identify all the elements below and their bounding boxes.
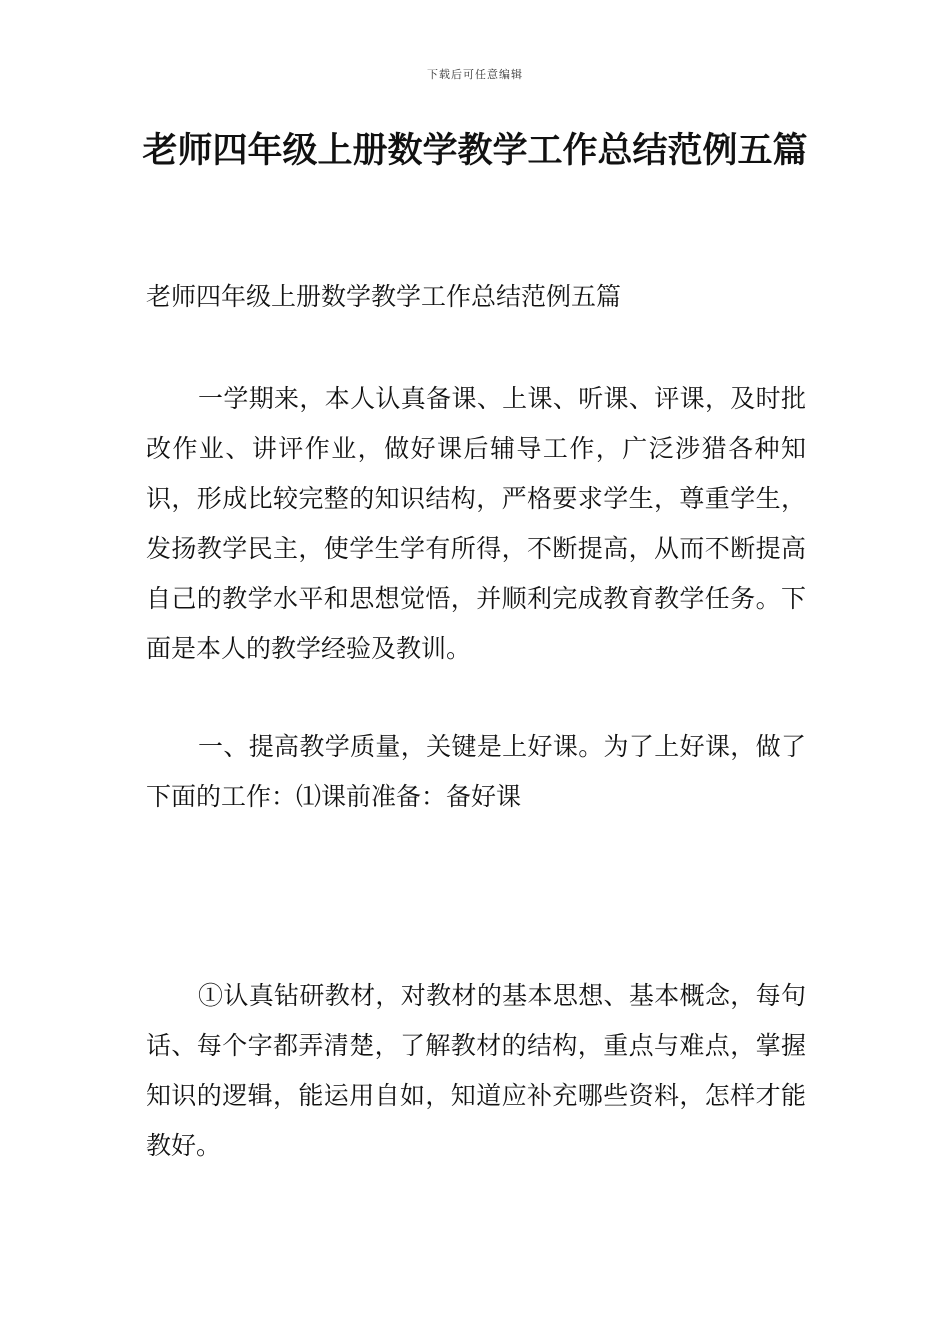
header-note: 下载后可任意编辑 bbox=[427, 68, 523, 81]
document-title: 老师四年级上册数学教学工作总结范例五篇 bbox=[142, 131, 808, 171]
paragraph-intro: 一学期来，本人认真备课、上课、听课、评课，及时批改作业、讲评作业，做好课后辅导工作，广泛涉猎各种知识，形成比较完整的知识结构，严格要求学生，尊重学生，发扬教学民主，使学生学有所得，不断提高，从而不断提高自己的教学水平和思想觉悟，并顺利完成教育教学任务。下面是本人的教学经验及教训。 bbox=[146, 384, 806, 663]
document-subtitle: 老师四年级上册数学教学工作总结范例五篇 bbox=[146, 282, 622, 311]
paragraph-section-one: 一、提高教学质量，关键是上好课。为了上好课，做了下面的工作：⑴课前准备：备好课 bbox=[146, 732, 806, 811]
paragraph-item-one: ①认真钻研教材，对教材的基本思想、基本概念，每句话、每个字都弄清楚，了解教材的结构，重点与难点，掌握知识的逻辑，能运用自如，知道应补充哪些资料，怎样才能教好。 bbox=[146, 981, 806, 1160]
